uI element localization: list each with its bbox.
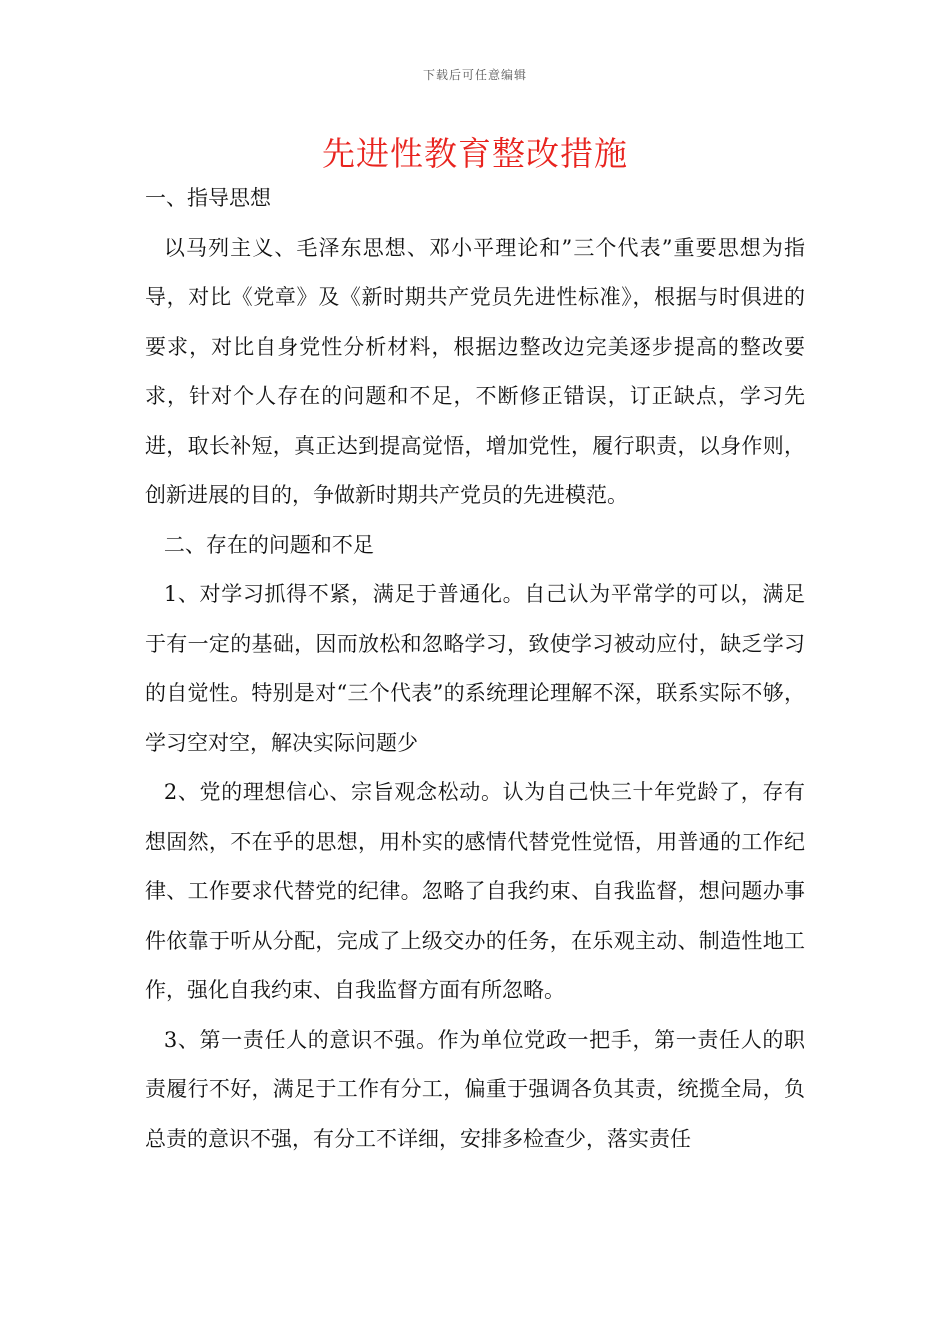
header-note: 下载后可任意编辑 (422, 68, 527, 82)
section-heading-2: 二、存在的问题和不足 (163, 532, 374, 557)
document-body (145, 174, 805, 1164)
section-paragraph-1: 以马列主义、毛泽东思想、邓小平理论和”三个代表”重要思想为指导，对比《党章》及《新时期共产党员先进性标准》，根据与时俱进的要求，对比自身党性分析材料，根据边整改边完美逐步提高的整改要求，针对个人存在的问题和不足，不断修正错误，订正缺点，学习先进，取长补短，真正达到提高觉悟，增加党性，履行职责，以身作则，创新进展的目的，争做新时期共产党员的先进模范。 (145, 235, 805, 507)
document-title: 先进性教育整改措施 (322, 134, 628, 173)
list-item-3: 3、第一责任人的意识不强。作为单位党政一把手，第一责任人的职责履行不好，满足于工作有分工，偏重于强调各负其责，统揽全局，负总责的意识不强，有分工不详细，安排多检查少，落实责任 (145, 1027, 805, 1151)
list-item-1: 1、对学习抓得不紧，满足于普通化。自己认为平常学的可以，满足于有一定的基础，因而放松和忽略学习，致使学习被动应付，缺乏学习的自觉性。特别是对“三个代表”的系统理论理解不深，联系实际不够，学习空对空，解决实际问题少 (145, 582, 805, 755)
section-heading-1: 一、指导思想 (145, 186, 271, 210)
list-item-2: 2、党的理想信心、宗旨观念松动。认为自己快三十年党龄了，存有想固然，不在乎的思想，用朴实的感情代替党性觉悟，用普通的工作纪律、工作要求代替党的纪律。忽略了自我约束、自我监督，想问题办事件依靠于听从分配，完成了上级交办的任务，在乐观主动、制造性地工作，强化自我约束、自我监督方面有所忽略。 (145, 780, 805, 1002)
